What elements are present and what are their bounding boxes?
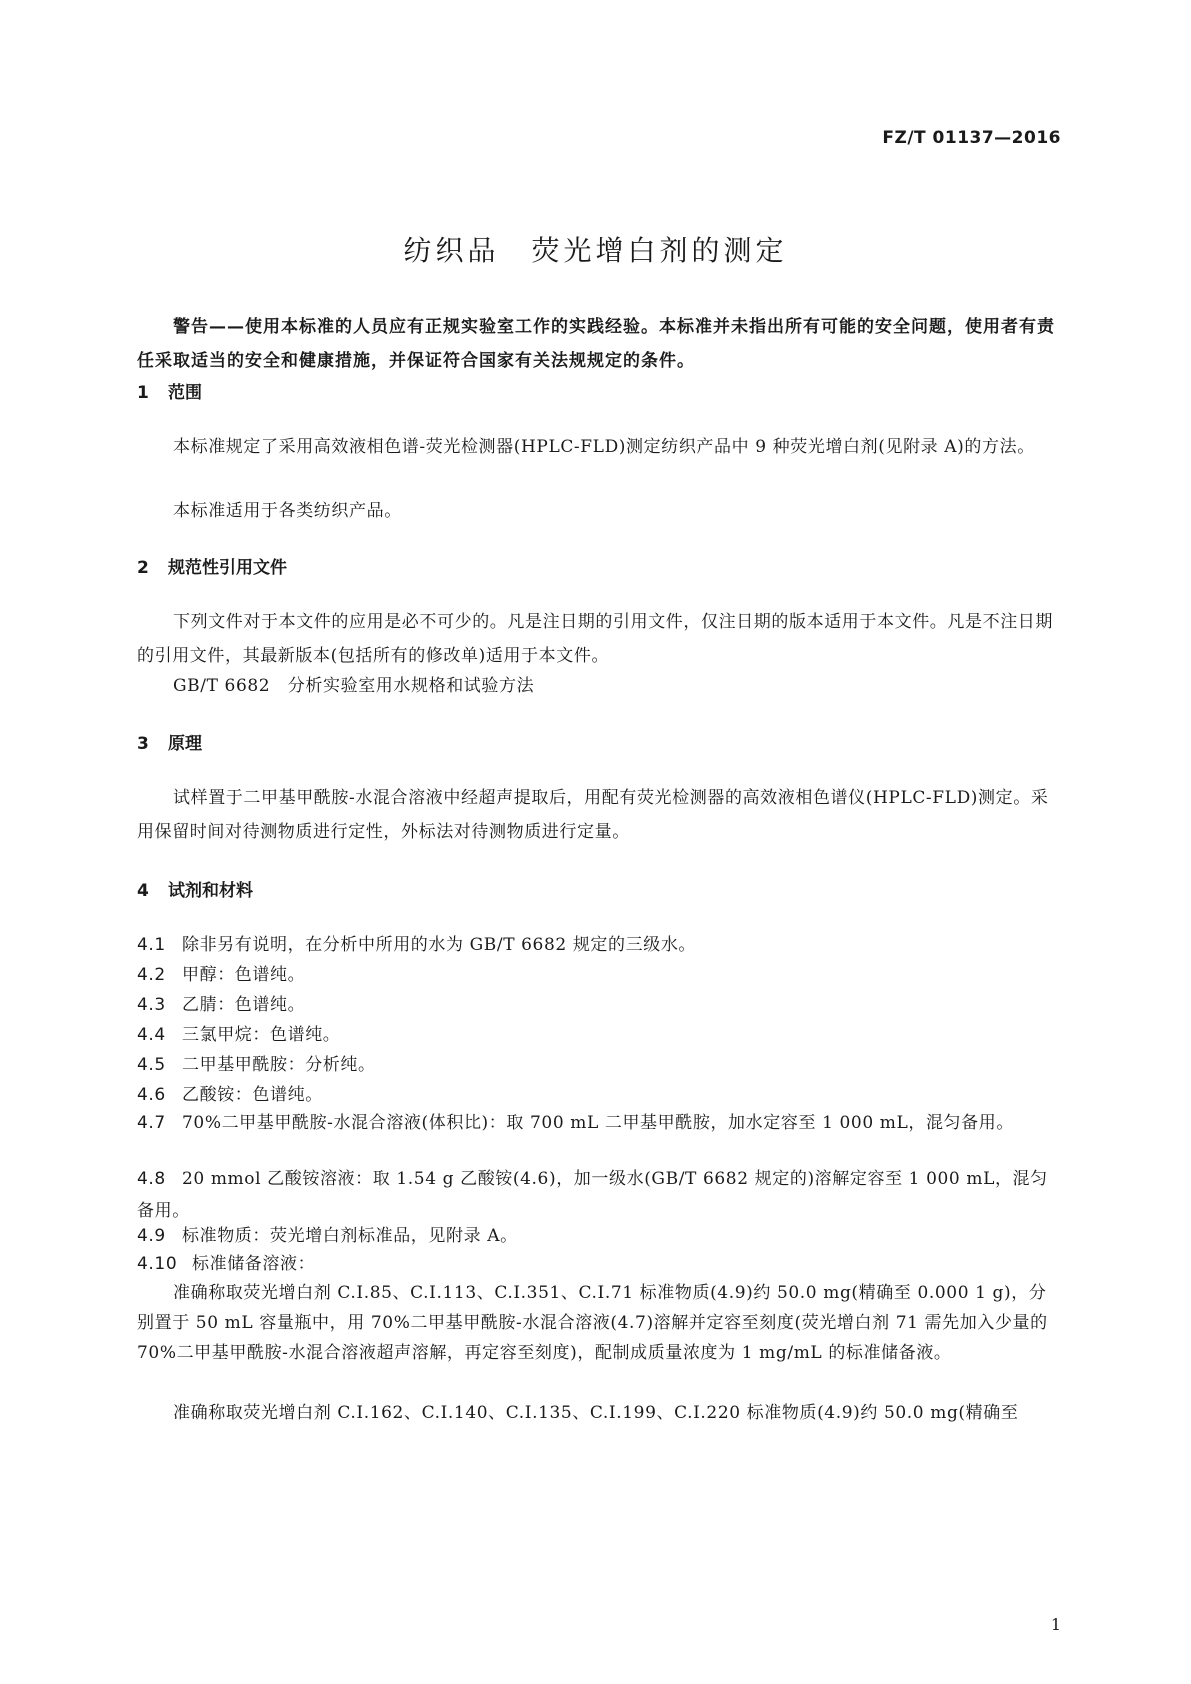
item-number: 4.1: [137, 935, 166, 955]
item-number: 4.2: [137, 965, 166, 985]
list-item: [137, 989, 1059, 1021]
item-text: 乙腈：色谱纯。: [182, 995, 306, 1015]
list-item: [137, 1248, 1059, 1280]
item-number: 4.3: [137, 995, 166, 1015]
section-number: 4: [137, 881, 149, 901]
list-item: [137, 1019, 1059, 1051]
section-1-heading: [137, 378, 202, 403]
item-number: 4.8: [137, 1169, 166, 1189]
document-title: 纺织品 荧光增白剂的测定: [403, 234, 788, 267]
section-3-paragraph: 试样置于二甲基甲酰胺-水混合溶液中经超声提取后，用配有荧光检测器的高效液相色谱仪(HPLC-FLD)测定。采用保留时间对待测物质进行定性，外标法对待测物质进行定量。: [137, 788, 1049, 842]
section-title: 原理: [168, 734, 202, 754]
section-title: 规范性引用文件: [168, 558, 287, 578]
item-text: 标准物质：荧光增白剂标准品，见附录 A。: [182, 1226, 518, 1246]
section-number: 1: [137, 383, 149, 403]
page-number: 1: [1050, 1615, 1061, 1634]
section-title: 范围: [168, 383, 202, 403]
warning-paragraph: 警告——使用本标准的人员应有正规实验室工作的实践经验。本标准并未指出所有可能的安全问题，使用者有责任采取适当的安全和健康措施，并保证符合国家有关法规规定的条件。: [137, 317, 1055, 371]
item-text: 20 mmol 乙酸铵溶液：取 1.54 g 乙酸铵(4.6)，加一级水(GB/T 6682 规定的)溶解定容至 1 000 mL，混匀备用。: [137, 1169, 1048, 1221]
item-text: 二甲基甲酰胺：分析纯。: [182, 1055, 376, 1075]
item-text: 三氯甲烷：色谱纯。: [182, 1025, 341, 1045]
section-1-paragraph: 本标准适用于各类纺织产品。: [173, 501, 402, 521]
list-item: [137, 959, 1059, 991]
section-number: 2: [137, 558, 149, 578]
item-text: 甲醇：色谱纯。: [182, 965, 306, 985]
item-number: 4.5: [137, 1055, 166, 1075]
section-number: 3: [137, 734, 149, 754]
item-number: 4.9: [137, 1226, 166, 1246]
section-4-10-paragraph: 准确称取荧光增白剂 C.I.162、C.I.140、C.I.135、C.I.199、C.I.220 标准物质(4.9)约 50.0 mg(精确至: [173, 1403, 1019, 1423]
section-1-paragraph: 本标准规定了采用高效液相色谱-荧光检测器(HPLC-FLD)测定纺织产品中 9 种荧光增白剂(见附录 A)的方法。: [173, 437, 1035, 457]
list-item: [137, 1163, 1059, 1227]
section-4-heading: [137, 876, 253, 901]
normative-reference: GB/T 6682 分析实验室用水规格和试验方法: [173, 676, 535, 696]
section-title: 试剂和材料: [168, 881, 253, 901]
standard-number: FZ/T 01137—2016: [882, 128, 1061, 148]
section-2-heading: [137, 553, 287, 578]
section-2-paragraph: 下列文件对于本文件的应用是必不可少的。凡是注日期的引用文件，仅注日期的版本适用于本文件。凡是不注日期的引用文件，其最新版本(包括所有的修改单)适用于本文件。: [137, 612, 1053, 666]
section-4-10-paragraph: 准确称取荧光增白剂 C.I.85、C.I.113、C.I.351、C.I.71 标准物质(4.9)约 50.0 mg(精确至 0.000 1 g)，分别置于 50 mL 容量瓶中，用 70%二甲基甲酰胺-水混合溶液(4.7)溶解并定容至刻度(荧光增白剂 71 需先加入少量的 70%二甲基甲酰胺-水混合溶液超声溶解，再定容至刻度)，配制成质量浓度为 1 mg/mL 的标准储备液。: [137, 1283, 1048, 1363]
item-number: 4.7: [137, 1113, 166, 1133]
item-number: 4.6: [137, 1085, 166, 1105]
list-item: [137, 929, 1059, 961]
item-text: 除非另有说明，在分析中所用的水为 GB/T 6682 规定的三级水。: [182, 935, 697, 955]
list-item: [137, 1107, 1059, 1139]
item-number: 4.4: [137, 1025, 166, 1045]
item-text: 乙酸铵：色谱纯。: [182, 1085, 323, 1105]
section-3-heading: [137, 729, 202, 754]
list-item: [137, 1049, 1059, 1081]
item-number: 4.10: [137, 1254, 178, 1274]
item-text: 70%二甲基甲酰胺-水混合溶液(体积比)：取 700 mL 二甲基甲酰胺，加水定容至 1 000 mL，混匀备用。: [182, 1113, 1014, 1133]
item-text: 标准储备溶液：: [192, 1254, 316, 1274]
